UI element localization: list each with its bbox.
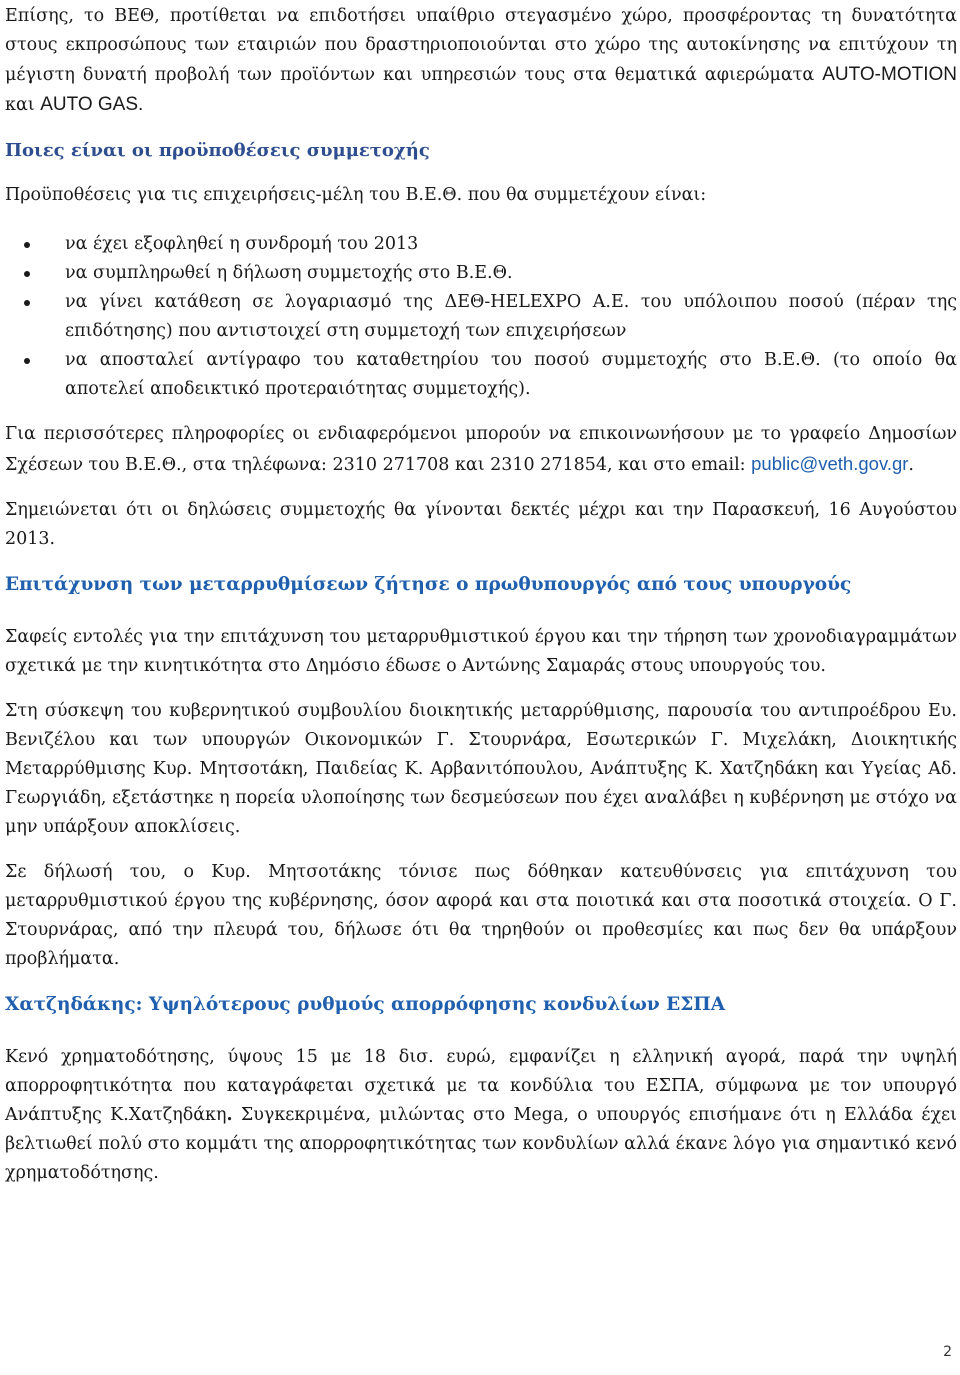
list-item-text: να συμπληρωθεί η δήλωση συμμετοχής στο Β.Ε.Θ. xyxy=(65,263,513,283)
auto-motion-text: AUTO-MOTION xyxy=(822,64,957,85)
article1-heading: Επιτάχυνση των μεταρρυθμίσεων ζήτησε ο πρωθυπουργός από τους υπουργούς xyxy=(5,574,852,595)
article1-paragraph: Στη σύσκεψη του κυβερνητικού συμβουλίου διοικητικής μεταρρύθμισης, παρουσία του αντιπροέδρου Ευ. Βενιζέλου και των υπουργών Οικονομικών Γ. Στουρνάρα, Εσωτερικών Γ. Μιχελάκη, Διοικητικής Μεταρρύθμισης Κυρ. Μητσοτάκη, Παιδείας Κ. Αρβανιτόπουλου, Ανάπτυξης Κ. Χατζηδάκη και Υγείας Αδ. Γεωργιάδη, εξετάστηκε η πορεία υλοποίησης των δεσμεύσεων που έχει αναλάβει η κυβέρνηση με στόχο να μην υπάρξουν αποκλίσεις. xyxy=(5,701,957,837)
article1-paragraph: Σε δήλωσή του, ο Κυρ. Μητσοτάκης τόνισε πως δόθηκαν κατευθύνσεις για επιτάχυνση του μεταρρυθμιστικού έργου της κυβέρνησης, όσον αφορά και στα ποιοτικά και στα ποσοτικά στοιχεία. Ο Γ. Στουρνάρας, από την πλευρά του, δήλωσε ότι θα τηρηθούν οι προθεσμίες και πως δεν θα υπάρξουν προβλήματα. xyxy=(5,862,957,969)
article2-heading: Χατζηδάκης: Υψηλότερους ρυθμούς απορρόφησης κονδυλίων ΕΣΠΑ xyxy=(5,994,726,1015)
article2-text-continued: Συγκεκριμένα, μιλώντας στο Mega, ο υπουργός επισήμανε ότι η Ελλάδα έχει βελτιωθεί πολύ στο κομμάτι της απορροφητικότητας των κονδυλίων αλλά έκανε λόγο για σημαντικό κενό χρηματοδότησης. xyxy=(5,1105,957,1183)
list-item xyxy=(5,230,957,259)
bullet-icon xyxy=(24,358,30,364)
contact-paragraph xyxy=(5,420,957,480)
document-page xyxy=(5,2,957,1204)
article1-paragraph: Σαφείς εντολές για την επιτάχυνση του μεταρρυθμιστικού έργου και την τήρηση των χρονοδιαγραμμάτων σχετικά με την κινητικότητα στο Δημόσιο έδωσε ο Αντώνης Σαμαράς στους υπουργούς του. xyxy=(5,627,957,676)
page-number: 2 xyxy=(943,1344,952,1360)
intro-paragraph xyxy=(5,2,957,120)
requirements-list xyxy=(5,230,957,404)
bullet-icon xyxy=(24,242,30,248)
list-item-text: να έχει εξοφληθεί η συνδρομή του 2013 xyxy=(65,234,419,254)
email-link[interactable]: public@veth.gov.gr xyxy=(751,453,909,474)
list-item xyxy=(5,346,957,404)
article2-paragraph xyxy=(5,1043,957,1188)
requirements-lead: Προϋποθέσεις για τις επιχειρήσεις-μέλη του Β.Ε.Θ. που θα συμμετέχουν είναι: xyxy=(5,185,707,205)
contact-text: Για περισσότερες πληροφορίες οι ενδιαφερόμενοι μπορούν να επικοινωνήσουν με το γραφείο Δημοσίων Σχέσεων του Β.Ε.Θ., στα τηλέφωνα: 2310 271708 και 2310 271854, και στο email: xyxy=(5,424,957,475)
intro-text: Επίσης, το ΒΕΘ, προτίθεται να επιδοτήσει υπαίθριο στεγασμένο χώρο, προσφέροντας τη δυνατότητα στους εκπροσώπους των εταιριών που δραστηριοποιούνται στο χώρο της αυτοκίνησης να επιτύχουν τη μέγιστη δυνατή προβολή των προϊόντων και υπηρεσιών τους στα θεματικά αφιερώματα xyxy=(5,6,957,85)
list-item xyxy=(5,288,957,346)
contact-end: . xyxy=(908,455,914,475)
bullet-icon xyxy=(24,271,30,277)
list-item-text: να αποσταλεί αντίγραφο του καταθετηρίου του ποσού συμμετοχής στο Β.Ε.Θ. (το οποίο θα αποτελεί αποδεικτικό προτεραιότητας συμμετοχής). xyxy=(65,350,957,399)
article2-text: Κενό χρηματοδότησης, ύψους 15 με 18 δισ. ευρώ, εμφανίζει η ελληνική αγορά, παρά την υψηλή απορροφητικότητα που καταγράφεται σχετικά με τα κονδύλια του ΕΣΠΑ, σύμφωνα με τον υπουργό Ανάπτυξης Κ.Χατζηδάκη xyxy=(5,1047,957,1125)
auto-gas-text: AUTO GAS. xyxy=(40,94,144,115)
requirements-subheading: Ποιες είναι οι προϋποθέσεις συμμετοχής xyxy=(5,140,430,161)
article2-bold-period: . xyxy=(226,1105,233,1125)
list-item-text: να γίνει κατάθεση σε λογαριασμό της ΔΕΘ-HELEXPO A.E. του υπόλοιπου ποσού (πέραν της επιδότησης) που αντιστοιχεί στη συμμετοχή των επιχειρήσεων xyxy=(65,292,957,341)
bullet-icon xyxy=(24,300,30,306)
intro-conjunction: και xyxy=(5,95,41,115)
deadline-paragraph: Σημειώνεται ότι οι δηλώσεις συμμετοχής θα γίνονται δεκτές μέχρι και την Παρασκευή, 16 Αυγούστου 2013. xyxy=(5,500,957,549)
list-item xyxy=(5,259,957,288)
